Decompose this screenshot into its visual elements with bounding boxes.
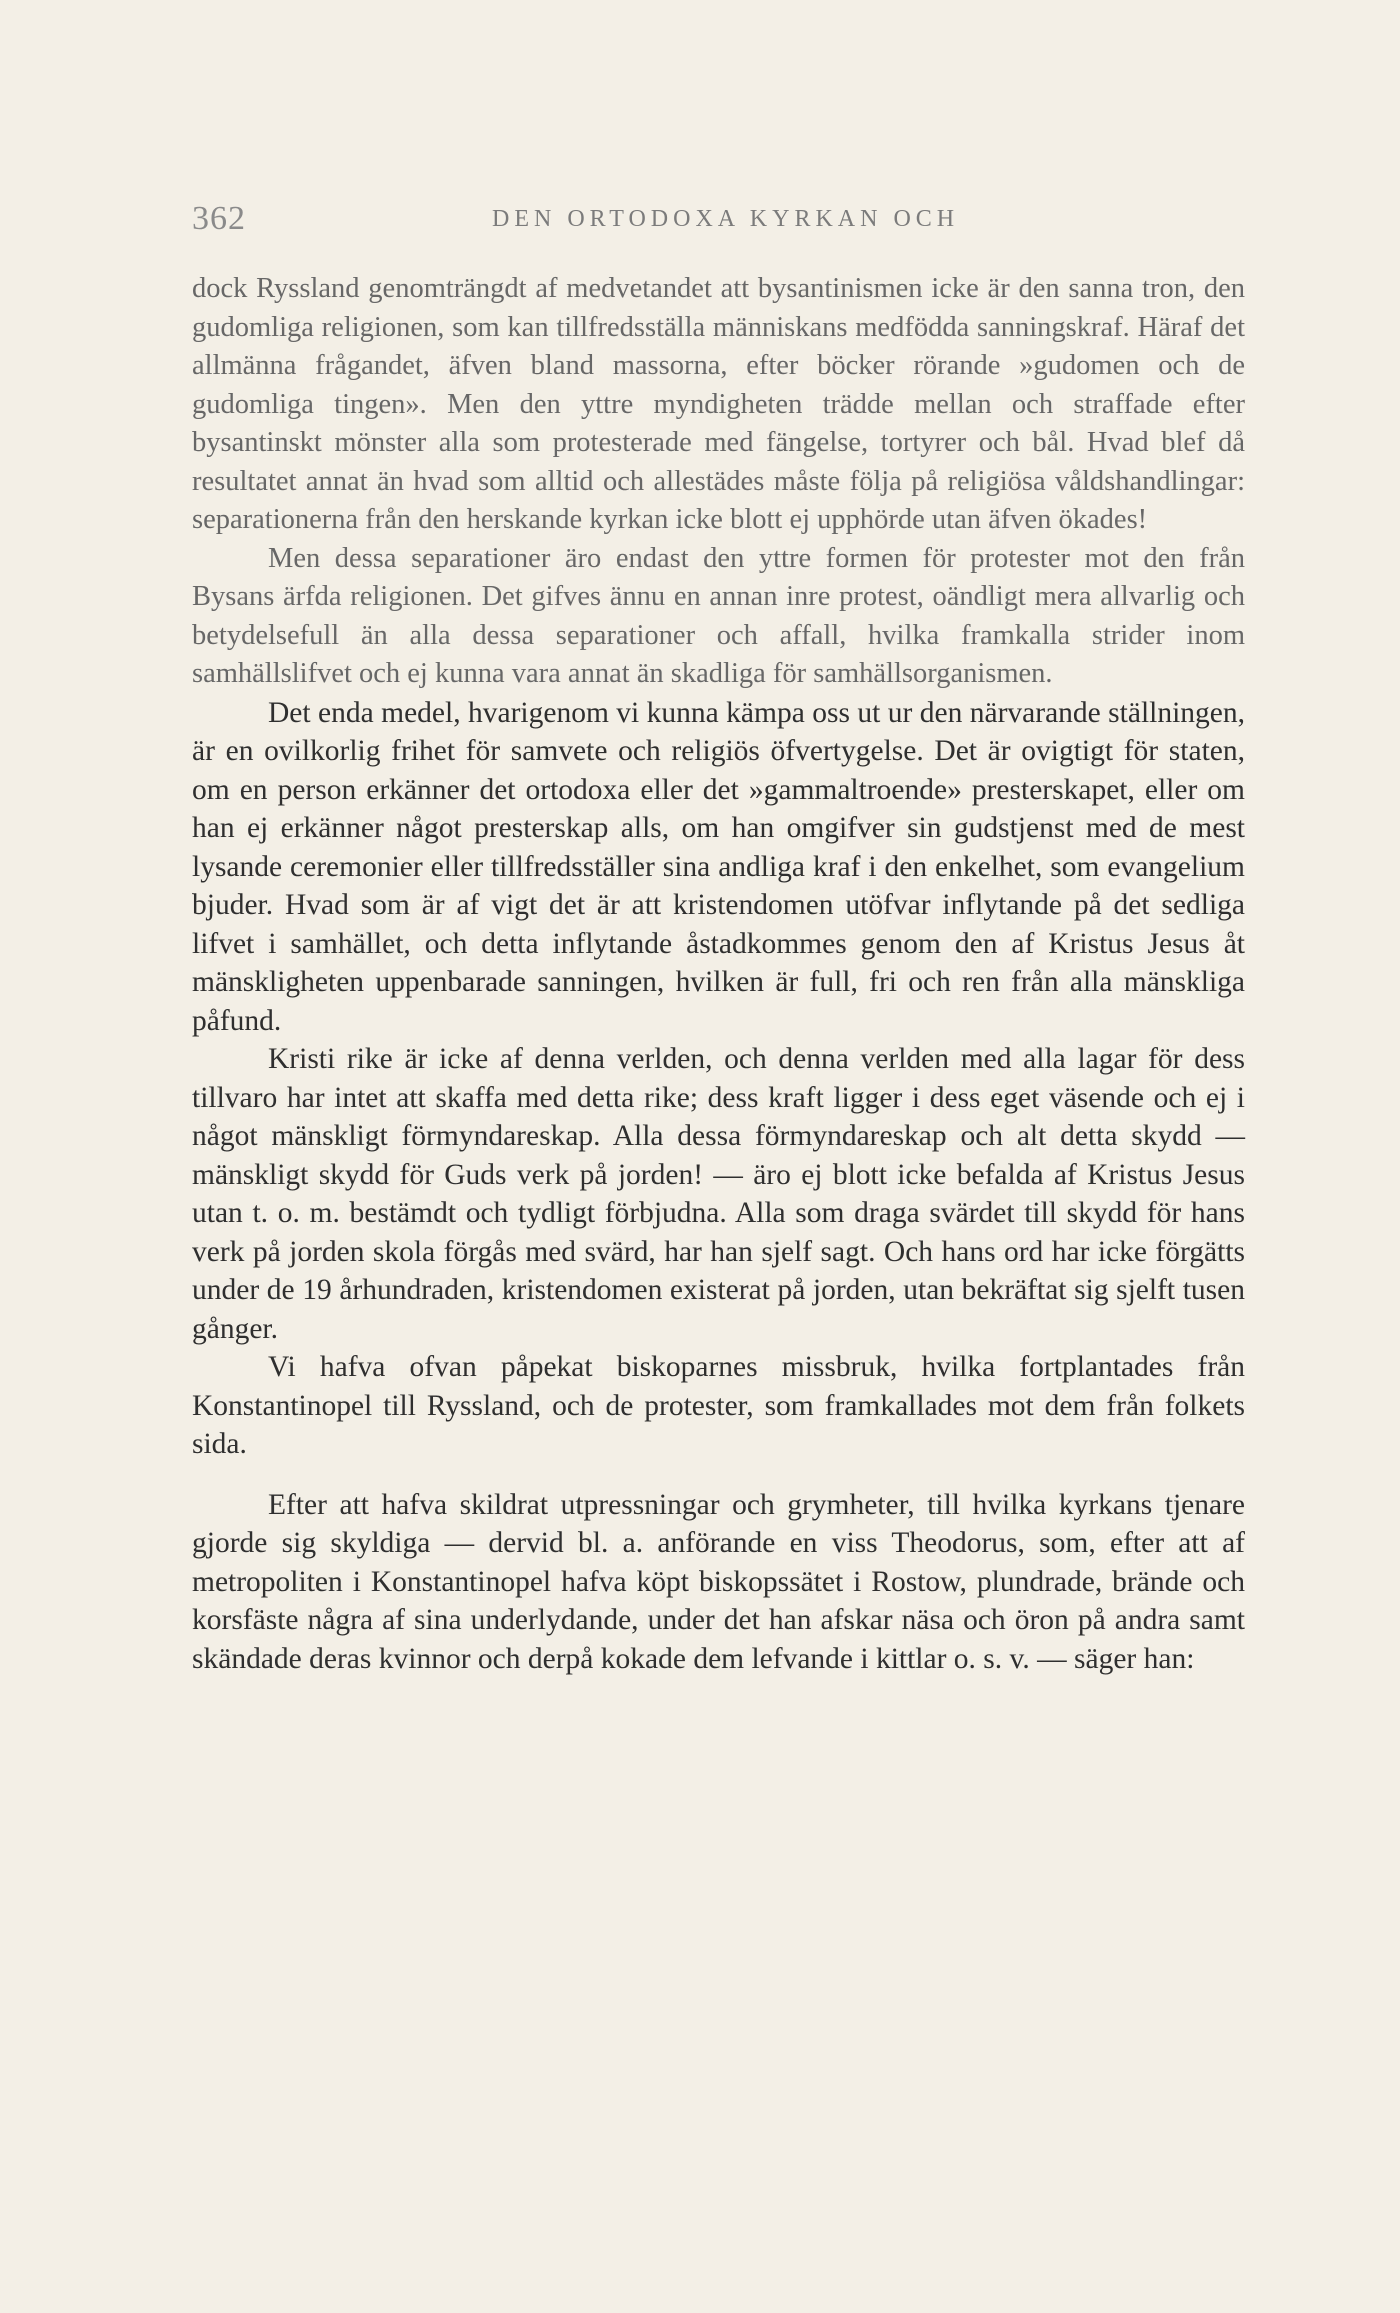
paragraph-2: Men dessa separationer äro endast den yttre formen för protester mot den från Bysans ärfda religionen. Det gifves ännu en annan inre protest, oändligt mera allvarlig och betydelsefull än alla dessa separationer och affall, hvilka framkalla strider inom samhällslifvet och ej kunna vara annat än skadliga för samhällsorganismen.: [192, 542, 1245, 689]
paragraph-3: Det enda medel, hvarigenom vi kunna kämpa oss ut ur den närvarande ställningen, är en ovilkorlig frihet för samvete och religiös öfvertygelse. Det är ovigtigt för staten, om en person erkänner det ortodoxa eller det »gammaltroende» presterskapet, eller om han ej erkänner något presterskap alls, om han omgifver sin gudstjenst med de mest lysande ceremonier eller tillfredsställer sina andliga kraf i den enkelhet, som evangelium bjuder. Hvad som är af vigt det är att kristendomen utöfvar inflytande på det sedliga lifvet i samhället, och detta inflytande åstadkommes genom den af Kristus Jesus åt mänskligheten uppenbarade sanningen, hvilken är full, fri och ren från alla mänskliga påfund.: [192, 696, 1245, 1037]
running-head: DEN ORTODOXA KYRKAN OCH: [492, 206, 960, 232]
page-header: [192, 200, 1252, 240]
page-number: 362: [192, 200, 246, 237]
body-text: [192, 270, 1245, 1678]
paragraph-6: Efter att hafva skildrat utpressningar och grymheter, till hvilka kyrkans tjenare gjorde sig skyldiga — dervid bl. a. anförande en viss Theodorus, som, efter att af metropoliten i Konstantinopel hafva köpt biskopssätet i Rostow, plundrade, brände och korsfäste några af sina underlydande, under det han afskar näsa och öron på andra samt skändade deras kvinnor och derpå kokade dem lefvande i kittlar o. s. v. — säger han:: [192, 1488, 1245, 1675]
paragraph-4: Kristi rike är icke af denna verlden, och denna verlden med alla lagar för dess tillvaro har intet att skaffa med detta rike; dess kraft ligger i dess eget väsende och ej i något mänskligt förmyndareskap. Alla dessa förmyndareskap och alt detta skydd — mänskligt skydd för Guds verk på jorden! — äro ej blott icke befalda af Kristus Jesus utan t. o. m. bestämdt och tydligt förbjudna. Alla som draga svärdet till skydd för hans verk på jorden skola förgås med svärd, har han sjelf sagt. Och hans ord har icke förgätts under de 19 århundraden, kristendomen existerat på jorden, utan bekräftat sig sjelft tusen gånger.: [192, 1043, 1245, 1345]
paragraph-1: dock Ryssland genomträngdt af medvetandet att bysantinismen icke är den sanna tron, den gudomliga religionen, som kan tillfredsställa människans medfödda sanningskraf. Häraf det allmänna frågandet, äfven bland massorna, efter böcker rörande »gudomen och de gudomliga tingen». Men den yttre myndigheten trädde mellan och straffade efter bysantinskt mönster alla som protesterade med fängelse, tortyrer och bål. Hvad blef då resultatet annat än hvad som alltid och allestädes måste följa på religiösa våldshandlingar: separationerna från den herskande kyrkan icke blott ej upphörde utan äfven ökades!: [192, 273, 1245, 535]
paragraph-5: Vi hafva ofvan påpekat biskoparnes missbruk, hvilka fortplantades från Konstantinopel till Ryssland, och de protester, som framkallades mot dem från folkets sida.: [192, 1351, 1245, 1460]
